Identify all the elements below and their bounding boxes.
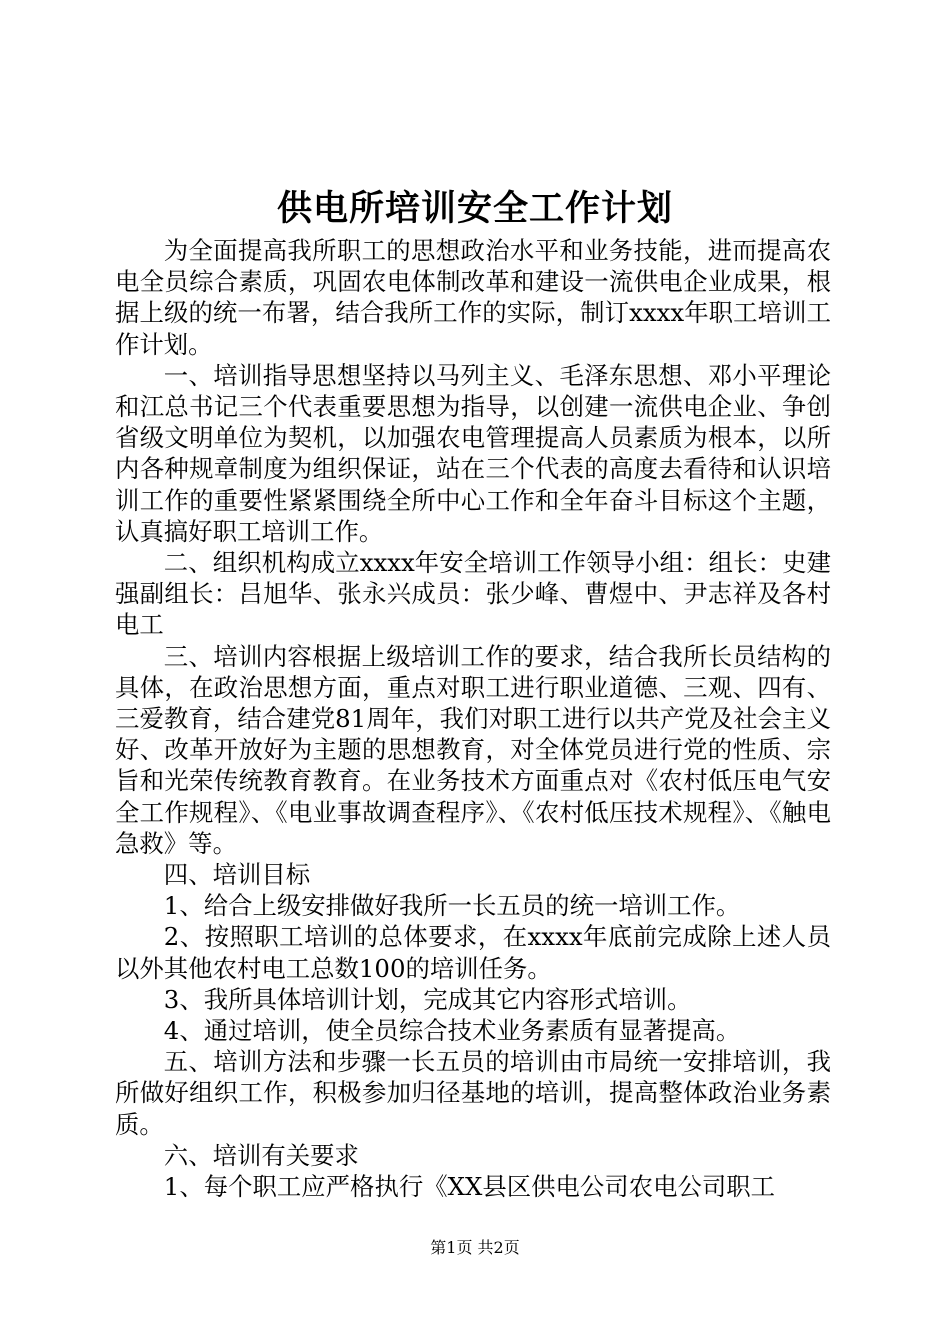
section-heading-requirements: 六、培训有关要求 [163, 1140, 359, 1170]
section-methods: 五、培训方法和步骤一长五员的培训由市局统一安排培训，我所做好组织工作，积极参加归径基地的培训，提高整体政治业务素质。 [115, 1047, 831, 1139]
document-body [115, 235, 831, 1202]
intro-paragraph: 为全面提高我所职工的思想政治水平和业务技能，进而提高农电全员综合素质，巩固农电体制改革和建设一流供电企业成果，根据上级的统一布署，结合我所工作的实际，制订xxxx年职工培训工作计划。 [115, 236, 831, 359]
page-footer: 第1页 共2页 [430, 1238, 520, 1257]
goal-item-4: 4、通过培训，使全员综合技术业务素质有显著提高。 [163, 1016, 741, 1046]
requirement-item-1: 1、每个职工应严格执行《XX县区供电公司农电公司职工 [163, 1172, 776, 1202]
section-heading-goals: 四、培训目标 [163, 860, 311, 890]
goal-item-2: 2、按照职工培训的总体要求，在xxxx年底前完成除上述人员以外其他农村电工总数100的培训任务。 [115, 922, 831, 983]
section-guiding-principle: 一、培训指导思想坚持以马列主义、毛泽东思想、邓小平理论和江总书记三个代表重要思想为指导，以创建一流供电企业、争创省级文明单位为契机，以加强农电管理提高人员素质为根本，以所内各种规章制度为组织保证，站在三个代表的高度去看待和认识培训工作的重要性紧紧围绕全所中心工作和全年奋斗目标这个主题，认真搞好职工培训工作。 [115, 360, 831, 546]
goal-item-3: 3、我所具体培训计划，完成其它内容形式培训。 [163, 984, 692, 1014]
section-organization: 二、组织机构成立xxxx年安全培训工作领导小组：组长：史建强副组长：吕旭华、张永兴成员：张少峰、曹煜中、尹志祥及各村电工 [115, 548, 831, 640]
document-title: 供电所培训安全工作计划 [276, 188, 673, 229]
goal-item-1: 1、给合上级安排做好我所一长五员的统一培训工作。 [163, 891, 741, 921]
section-training-content: 三、培训内容根据上级培训工作的要求，结合我所长员结构的具体，在政治思想方面，重点对职工进行职业道德、三观、四有、三爱教育，结合建党81周年，我们对职工进行以共产党及社会主义好、改革开放好为主题的思想教育，对全体党员进行党的性质、宗旨和光荣传统教育教育。在业务技术方面重点对《农村低压电气安全工作规程》、《电业事故调查程序》、《农村低压技术规程》、《触电急救》等。 [115, 641, 831, 858]
